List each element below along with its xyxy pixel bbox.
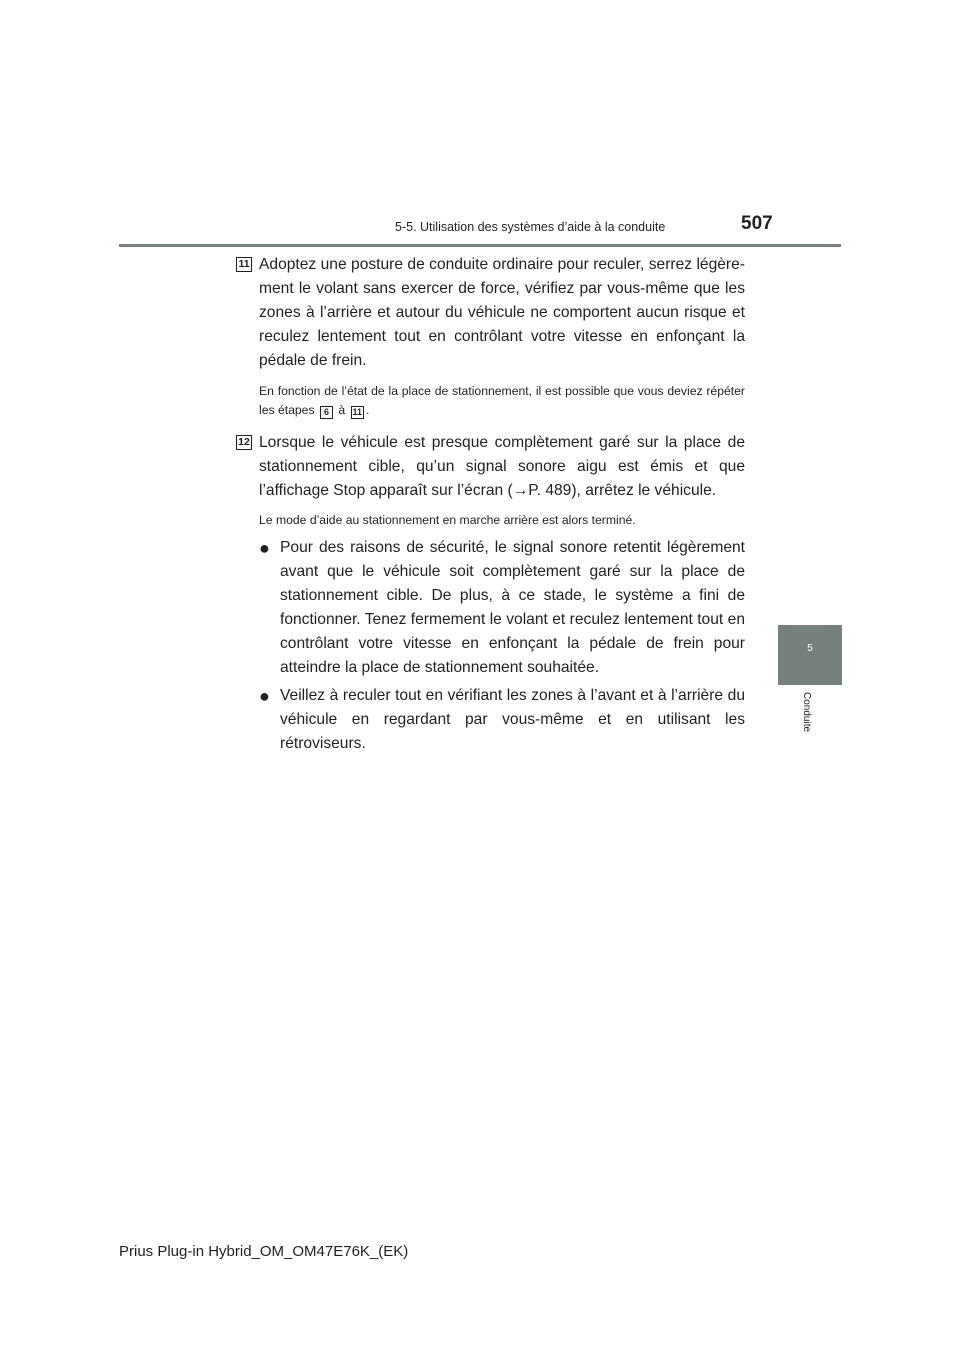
note-mode-ended: Le mode d’aide au stationnement en marche arrière est alors terminé.	[259, 513, 636, 527]
page-content	[235, 253, 745, 756]
bullet-text: Veillez à reculer tout en vérifiant les zones à l’avant et à l’arrière du véhicule en regardant par vous-même et en utilisant les rétroviseurs.	[280, 687, 745, 752]
header-section-title: 5-5. Utilisation des systèmes d’aide à la conduite	[395, 220, 666, 234]
bullet-list	[235, 536, 745, 756]
step-11	[235, 253, 745, 373]
step-number: 12	[236, 435, 252, 450]
footer-document-id: Prius Plug-in Hybrid_OM_OM47E76K_(EK)	[119, 1243, 409, 1260]
step-reference: 11	[352, 407, 363, 417]
note-text: à	[338, 403, 346, 417]
list-item	[235, 536, 745, 680]
bullet-icon: ●	[259, 686, 270, 706]
step-reference: 6	[320, 406, 333, 419]
bullet-icon: ●	[259, 538, 270, 558]
step-text: Lorsque le véhicule est presque complètement garé sur la place de stationnement cible, qu’un signal sonore aigu est émis et que l’affichage Stop apparaît sur l’écran (→P. 489), arrêtez le véhicule.	[259, 434, 745, 499]
chapter-tab-number: 5	[807, 643, 813, 654]
header-rule	[119, 244, 841, 247]
note-repeat-steps	[235, 382, 745, 420]
list-item	[235, 684, 745, 756]
page-number: 507	[741, 213, 773, 234]
bullet-text: Pour des raisons de sécurité, le signal sonore retentit légèrement avant que le véhicule soit complètement garé sur la place de stationnement cible. De plus, à ce stade, le système a fini de fonctionner. Tenez fermement le volant et reculez lentement tout en contrôlant votre vitesse en enfonçant la pédale de frein pour atteindre la place de stationnement souhaitée.	[280, 539, 745, 676]
note-text: En fonction de l’état de la place de stationnement, il est possible que vous deviez répéter les étapes	[259, 384, 745, 417]
chapter-tab	[778, 625, 842, 685]
chapter-tab-label: Conduite	[801, 692, 812, 733]
note-text: .	[366, 403, 370, 417]
step-12	[235, 431, 745, 503]
step-text: Adoptez une posture de conduite ordinaire pour reculer, serrez légèrement le volant sans exercer de force, vérifiez par vous-même que les zones à l’arrière et autour du véhicule ne comportent aucun risque et reculez lentement tout en contrôlant votre vitesse en enfonçant la pédale de frein.	[259, 256, 745, 369]
step-number: 11	[236, 257, 252, 272]
